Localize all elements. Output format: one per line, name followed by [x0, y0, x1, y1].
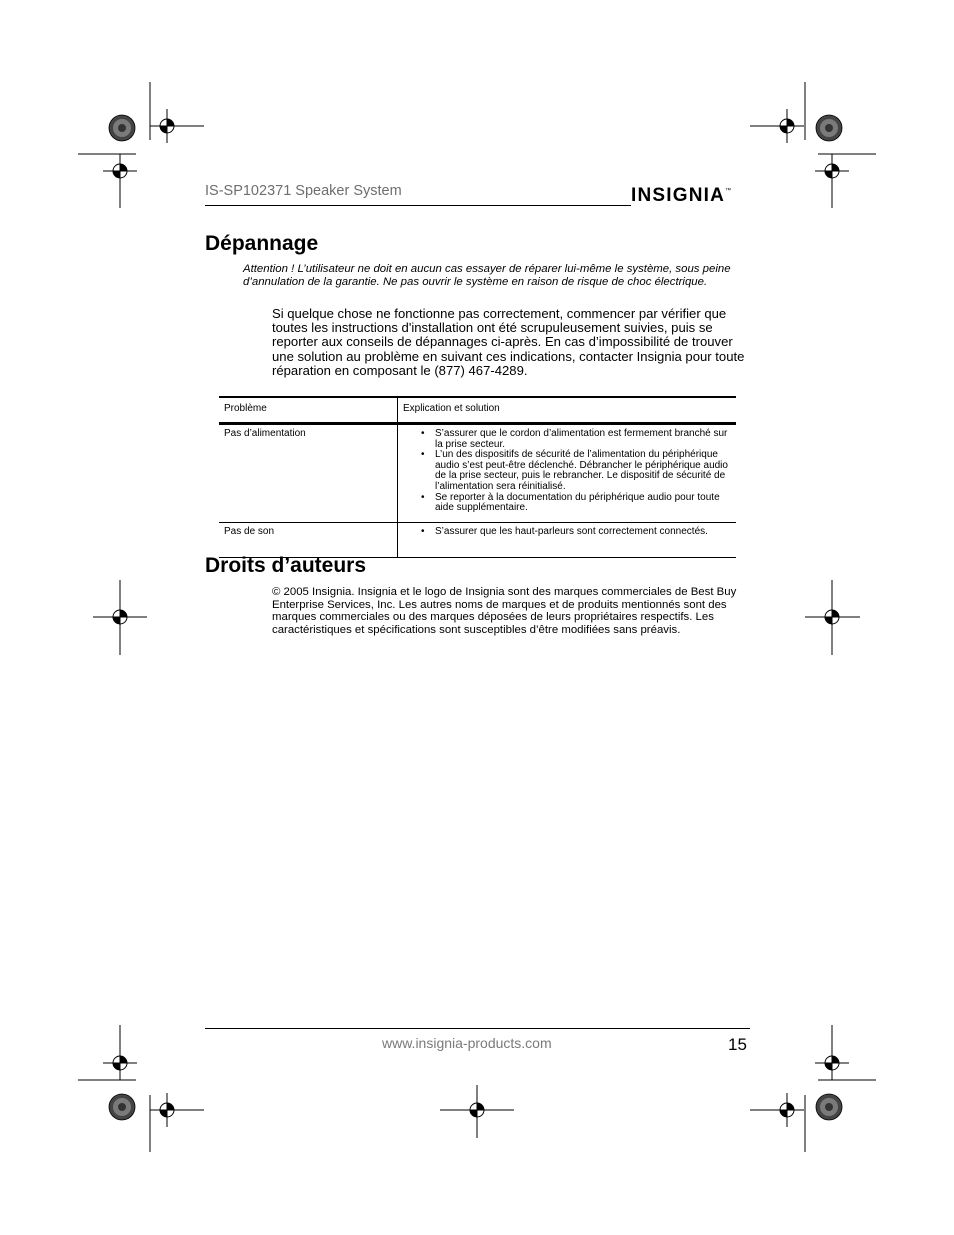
copyright-paragraph: © 2005 Insignia. Insignia et le logo de Insignia sont des marques commerciales de Best Buy Enterprise Services, Inc. Les autres noms de marques et de produits mentionnés sont des marques commerciales ou des marques déposées de leurs propriétaires respectifs. Les caractéristiques et spécifications sont susceptibles d’être modifiées sans préavis. — [272, 586, 737, 636]
table-cell-problem: Pas de son — [219, 523, 398, 558]
logo-tm: ™ — [725, 188, 732, 194]
page-number: 15 — [728, 1035, 747, 1054]
list-item: • S’assurer que le cordon d’alimentation est fermement branché sur la prise secteur. — [421, 429, 731, 450]
table-header-row — [219, 397, 736, 424]
list-item: • L’un des dispositifs de sécurité de l’alimentation du périphérique audio s’est peut-être déclenché. Débrancher le périphérique audio de la prise secteur, puis le rebrancher. Le dispositif de sécurité de l’alimentation sera réinitialisé. — [421, 450, 731, 492]
section-heading-depannage: Dépannage — [205, 232, 319, 255]
list-item: • Se reporter à la documentation du périphérique audio pour toute aide supplémentaire. — [421, 493, 731, 514]
table-header-problem: Problème — [219, 397, 398, 424]
table-cell-solution — [398, 523, 737, 558]
intro-paragraph: Si quelque chose ne fonctionne pas correctement, commencer par vérifier que toutes les instructions d'installation ont été scrupuleusement suivies, puis se reporter aux conseils de dépannages ci-après. En cas d’impossibilité de trouver une solution au problème en suivant ces indications, contacter Insignia pour toute réparation en composant le (877) 467-4289. — [272, 306, 745, 378]
header-rule — [205, 205, 631, 206]
color-target-icon — [109, 1094, 135, 1120]
list-item: • S’assurer que les haut-parleurs sont correctement connectés. — [421, 527, 731, 538]
color-target-icon — [816, 1094, 842, 1120]
footer-url: www.insignia-products.com — [382, 1035, 552, 1051]
table-cell-problem: Pas d’alimentation — [219, 424, 398, 523]
attention-note: Attention ! L’utilisateur ne doit en aucun cas essayer de réparer lui-même le système, sous peine d’annulation de la garantie. Ne pas ouvrir le système en raison de risque de choc électrique. — [243, 263, 731, 288]
troubleshooting-table — [219, 396, 736, 558]
table-header-solution: Explication et solution — [403, 403, 500, 414]
color-target-icon — [816, 115, 842, 141]
logo-text: INSIGNIA — [631, 185, 726, 206]
section-heading-droits: Droits d’auteurs — [205, 554, 367, 577]
footer-rule — [205, 1028, 750, 1029]
table-row — [219, 424, 736, 523]
color-target-icon — [109, 115, 135, 141]
header-title: IS-SP102371 Speaker System — [205, 183, 402, 199]
solution-list — [403, 429, 731, 514]
insignia-logo — [631, 185, 731, 207]
table-cell-solution — [398, 424, 737, 523]
solution-list — [403, 527, 731, 538]
table-row — [219, 523, 736, 558]
